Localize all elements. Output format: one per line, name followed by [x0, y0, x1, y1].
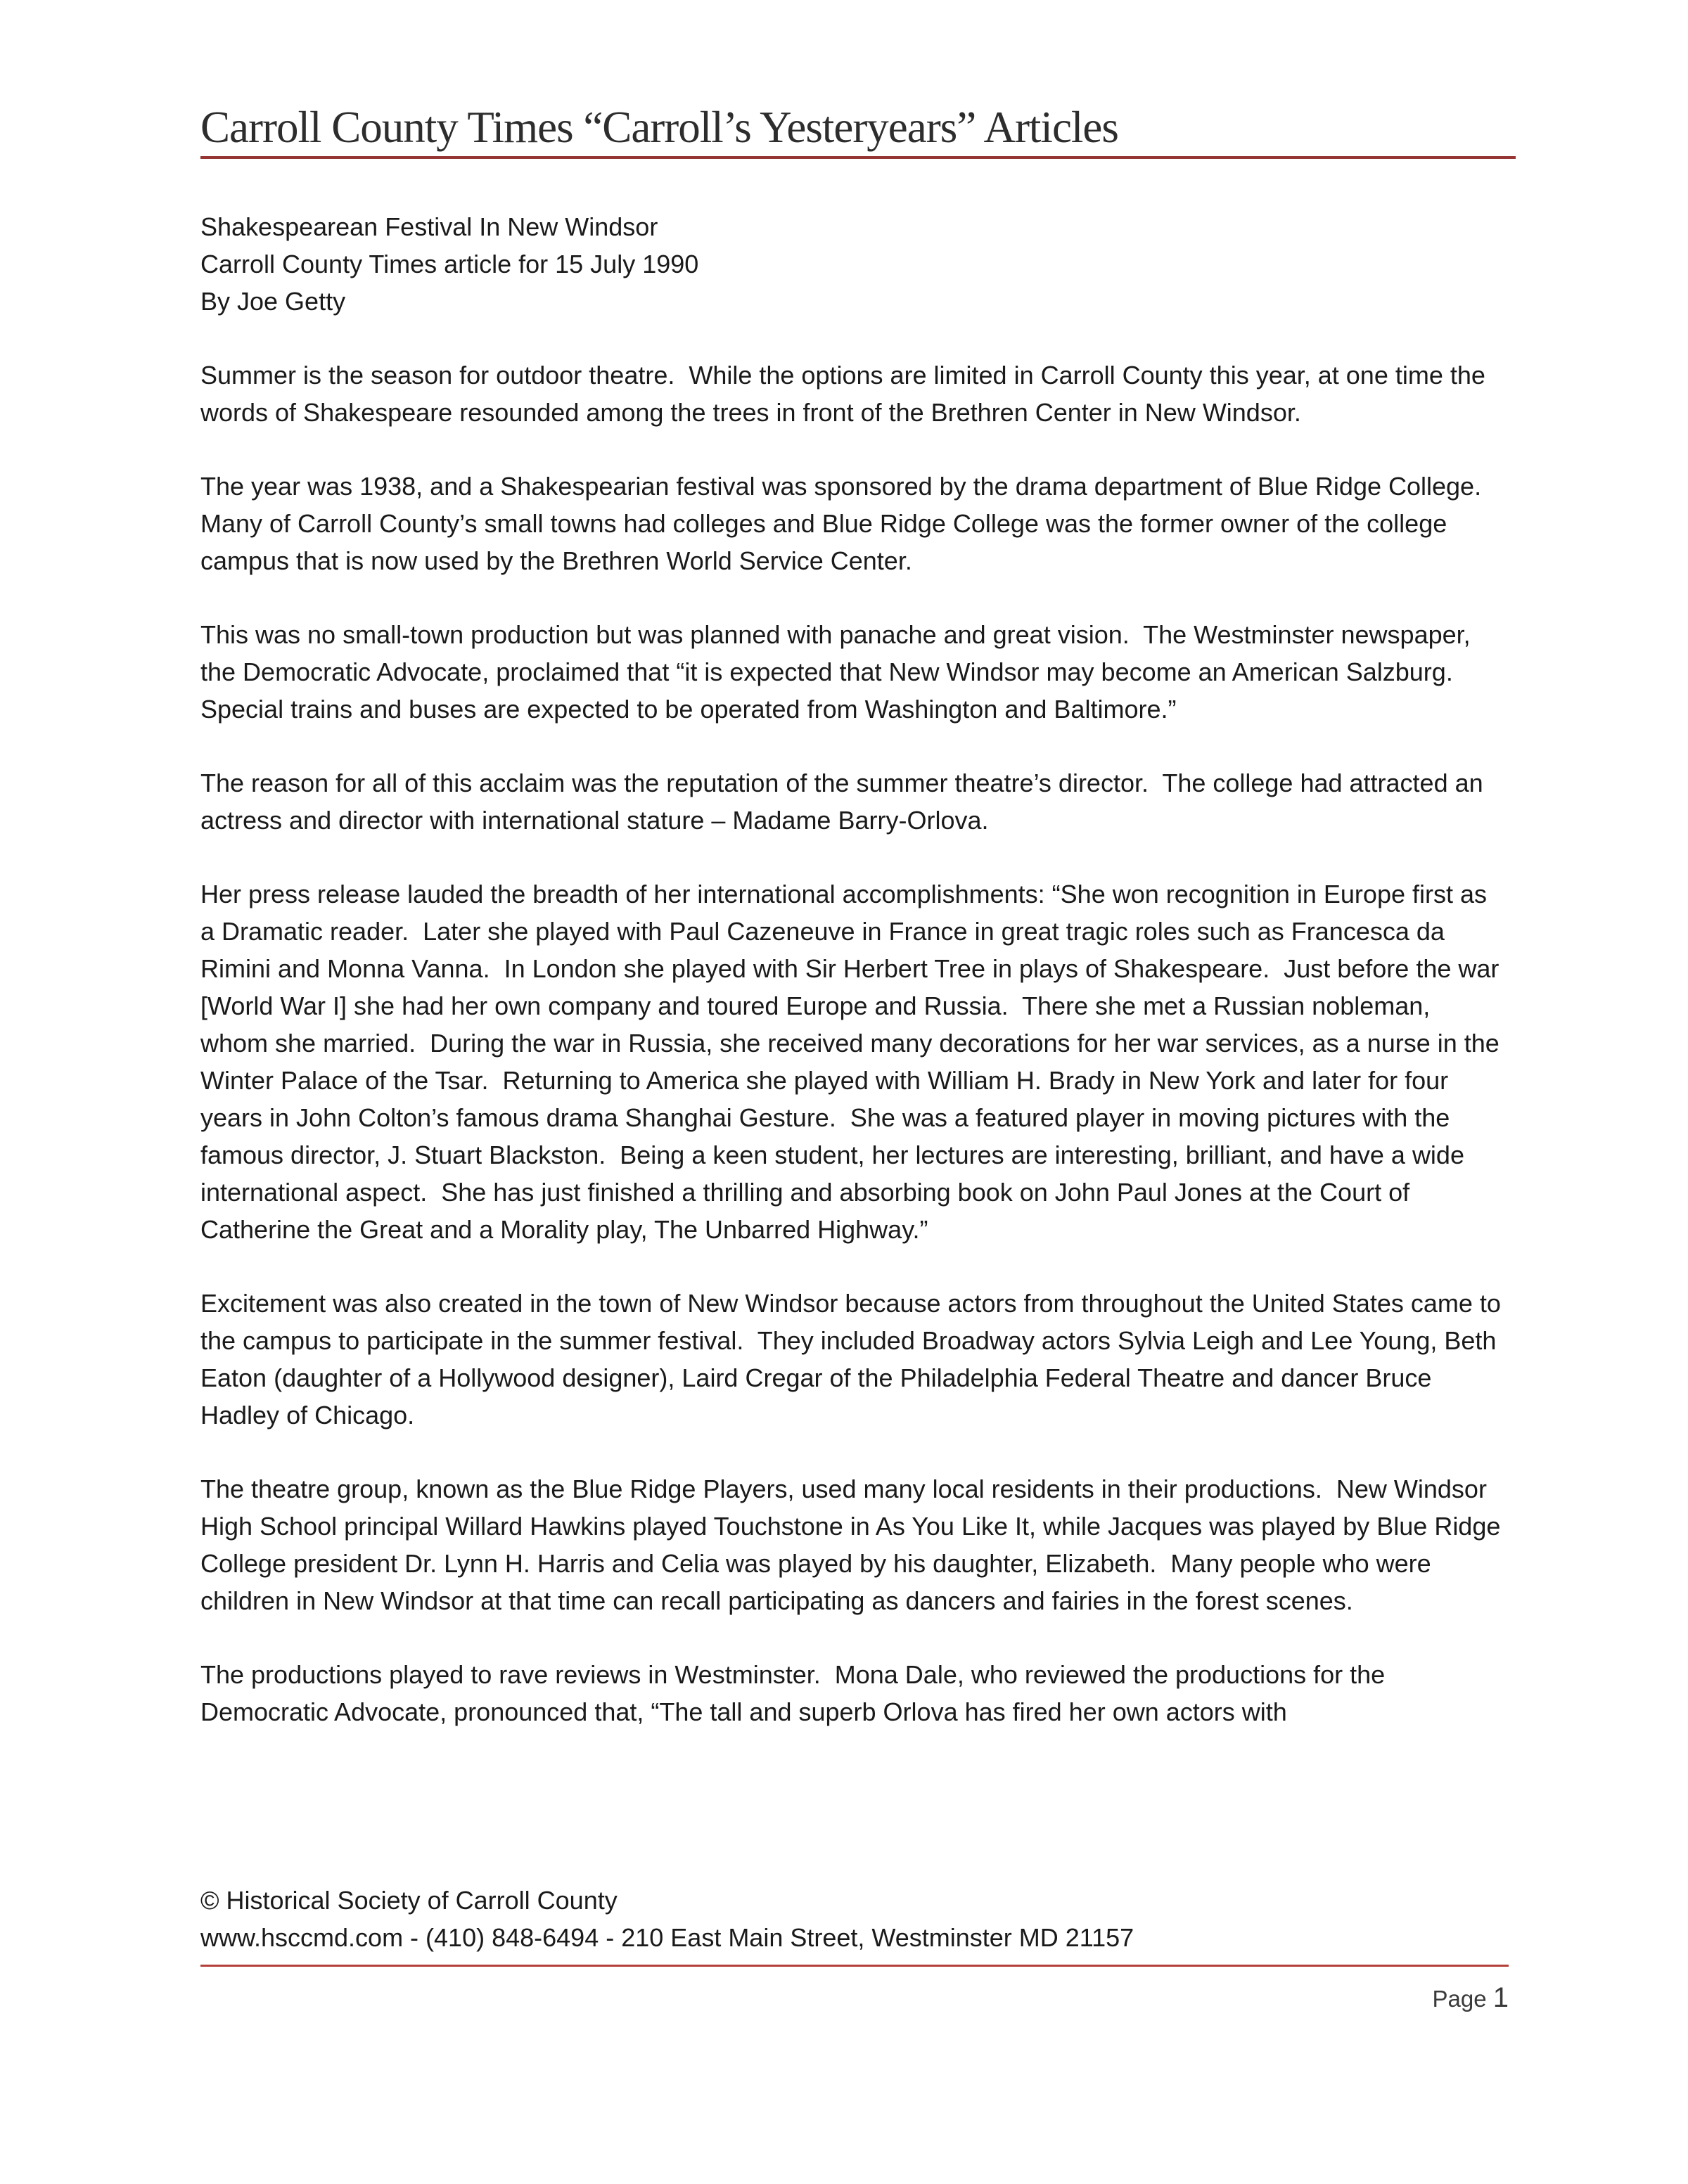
footer-contact: www.hsccmd.com - (410) 848-6494 - 210 East Main Street, Westminster MD 21157 — [200, 1923, 1134, 1952]
header-rule — [200, 156, 1516, 159]
article-title: Shakespearean Festival In New Windsor — [200, 212, 658, 241]
footer-copyright: © Historical Society of Carroll County — [200, 1886, 618, 1915]
article-paragraph: This was no small-town production but was planned with panache and great vision. The Westminster newspaper, the Democratic Advocate, proclaimed that “it is expected that New Windsor may become an American Salzburg. Special trains and buses are expected to be operated from Washington and Baltimore.” — [200, 620, 1478, 724]
footer-text-block — [200, 1882, 1509, 1967]
article-paragraph: The productions played to rave reviews in Westminster. Mona Dale, who reviewed the productions for the Democratic Advocate, pronounced that, “The tall and superb Orlova has fired her own actors with — [200, 1660, 1393, 1726]
page-number-label: Page — [1432, 1986, 1493, 2012]
page-number-row — [200, 1982, 1509, 2014]
page-header — [0, 0, 1688, 159]
article-paragraph: Her press release lauded the breadth of her international accomplishments: “She won recognition in Europe first as a Dramatic reader. Later she played with Paul Cazeneuve in France in great tragic roles such as Francesca da Rimini and Monna Vanna. In London she played with Sir Herbert Tree in plays of Shakespeare. Just before the war [World War I] she had her own company and toured Europe and Russia. There she met a Russian nobleman, whom she married. During the war in Russia, she received many decorations for her war services, as a nurse in the Winter Palace of the Tsar. Returning to America she played with William H. Brady in New York and later for four years in John Colton’s famous drama Shanghai Gesture. She was a featured player in moving pictures with the famous director, J. Stuart Blackston. Being a keen student, her lectures are interesting, brilliant, and have a wide international aspect. She has just finished a thrilling and absorbing book on John Paul Jones at the Court of Catherine the Great and a Morality play, The Unbarred Highway.” — [200, 880, 1507, 1244]
page-header-title: Carroll County Times “Carroll’s Yesteryears” Articles — [200, 103, 1118, 152]
article-title-block — [200, 208, 1502, 320]
article-paragraph: Summer is the season for outdoor theatre. While the options are limited in Carroll County this year, at one time the words of Shakespeare resounded among the trees in front of the Brethren Center in New Windsor. — [200, 361, 1492, 427]
article-paragraph: The theatre group, known as the Blue Ridge Players, used many local residents in their productions. New Windsor High School principal Willard Hawkins played Touchstone in As You Like It, while Jacques was played by Blue Ridge College president Dr. Lynn H. Harris and Celia was played by his daughter, Elizabeth. Many people who were children in New Windsor at that time can recall participating as dancers and fairies in the forest scenes. — [200, 1475, 1508, 1615]
page-footer — [200, 1882, 1509, 2014]
article-paragraph: The year was 1938, and a Shakespearian festival was sponsored by the drama department of Blue Ridge College. Many of Carroll County’s small towns had colleges and Blue Ridge College was the former owner of the college campus that is now used by the Brethren World Service Center. — [200, 472, 1496, 575]
article-paragraph: Excitement was also created in the town of New Windsor because actors from throughout the United States came to the campus to participate in the summer festival. They included Broadway actors Sylvia Leigh and Lee Young, Beth Eaton (daughter of a Hollywood designer), Laird Cregar of the Philadelphia Federal Theatre and dancer Bruce Hadley of Chicago. — [200, 1289, 1508, 1430]
article — [200, 208, 1508, 1730]
page-number-value: 1 — [1492, 1982, 1509, 2013]
article-paragraphs — [200, 356, 1508, 1730]
article-subtitle: Carroll County Times article for 15 July 1990 — [200, 250, 699, 278]
article-byline: By Joe Getty — [200, 287, 346, 316]
article-paragraph: The reason for all of this acclaim was the reputation of the summer theatre’s director. The college had attracted an actress and director with international stature – Madame Barry-Orlova. — [200, 769, 1490, 835]
